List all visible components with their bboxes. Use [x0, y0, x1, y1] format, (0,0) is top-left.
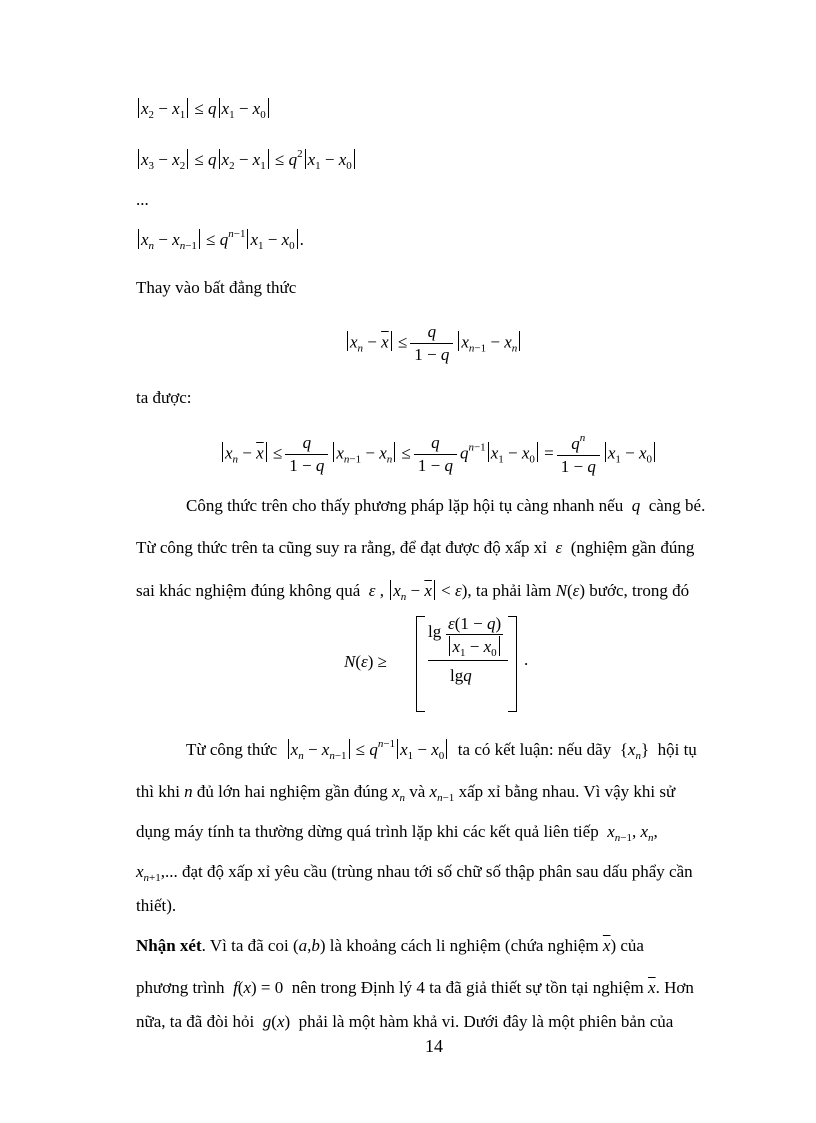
formula-1: $x_2 - x_1 \le q$ $x_1 - x_0$ [136, 98, 271, 121]
left-bracket [416, 616, 425, 712]
formula-4: $x_n - \overline{x}$ ≤ $\frac{q}{1 - q}$ $x_{n-1} - x_n$ [345, 322, 522, 365]
remark-line3: nữa, ta đã đòi hỏi g(x) phải là một hàm khả vi. Dưới đây là một phiên bản của [136, 1012, 674, 1031]
text-ta-duoc: ta được: [136, 388, 192, 407]
para2-line4: $x_{n+1}$,... đạt độ xấp xỉ yêu cầu (trùng nhau tới số chữ số thập phân sau dấu phẩy cần [136, 862, 693, 884]
formula-5: $x_n - \overline{x}$ ≤ $\frac{q}{1 - q}$ $x_{n-1} - x_n$ ≤ $\frac{q}{1 - q}$ $q^{n-1}$ $x_1 - x_0$ = $\frac{q^n}{1 - q}$ $x_1 - x_0$ [220, 432, 657, 477]
para2-line1: Từ công thức $x_n - x_{n-1} \le q^{n-1}$ $x_1 - x_0$ ta có kết luận: nếu dãy $\{x_n\}$ hội tụ [186, 738, 697, 762]
formula-2: $x_3 - x_2 \le q$ $x_2 - x_1 \le q^2$ $x_1 - x_0$ [136, 148, 357, 172]
ellipsis: ... [136, 190, 149, 209]
right-bracket [508, 616, 517, 712]
formula-6-body: lg ε(1 − q) $x_1 - x_0$ lgq [428, 614, 508, 702]
page-number: 14 [425, 1036, 443, 1056]
formula-6-period: . [524, 650, 529, 669]
para2-line3: dụng máy tính ta thường dừng quá trình lặp khi các kết quả liên tiếp $x_{n-1}$, $x_n$, [136, 822, 658, 844]
para1-line1: Công thức trên cho thấy phương pháp lặp hội tụ càng nhanh nếu q càng bé. [186, 496, 706, 515]
formula-3: $x_n - x_{n-1} \le q^{n-1}$ $x_1 - x_0$ . [136, 228, 304, 252]
para1-line2: Từ công thức trên ta cũng suy ra rằng, để đạt được độ xấp xỉ ε (nghiệm gần đúng [136, 538, 695, 557]
text-thay-vao: Thay vào bất đẳng thức [136, 278, 297, 297]
formula-6-lhs: N(ε) ≥ [344, 652, 387, 671]
remark-line1: Nhận xét. Vì ta đã coi (a,b) là khoảng cách li nghiệm (chứa nghiệm $\overline{x}$) của [136, 936, 644, 955]
remark-line2: phương trình f(x) = 0 nên trong Định lý 4 ta đã giả thiết sự tồn tại nghiệm $\overline{x}$. Hơn [136, 978, 694, 997]
para1-line3: sai khác nghiệm đúng không quá ε , $x_n - \overline{x} < \varepsilon$), ta phải làm N(ε) bước, trong đó [136, 581, 690, 603]
para2-line5: thiết). [136, 896, 177, 915]
para2-line2: thì khi n đủ lớn hai nghiệm gần đúng $x_n$ và $x_{n-1}$ xấp xỉ bằng nhau. Vì vậy khi sử [136, 782, 676, 804]
